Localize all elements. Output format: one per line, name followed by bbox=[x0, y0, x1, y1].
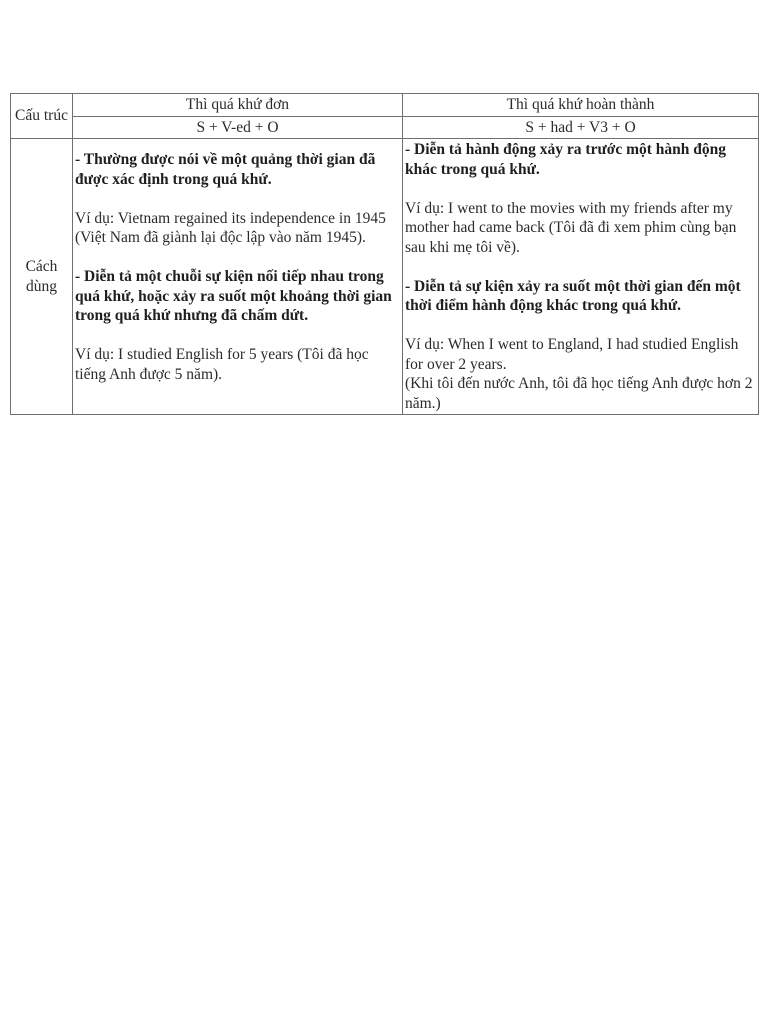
usage-point: - Diễn tả một chuỗi sự kiện nối tiếp nhau trong quá khứ, hoặc xảy ra suốt một khoảng thời gian trong quá khứ nhưng đã chấm dứt. bbox=[75, 268, 392, 324]
grammar-comparison-table bbox=[10, 93, 759, 415]
usage-past-perfect bbox=[403, 139, 759, 415]
table-row bbox=[11, 139, 759, 415]
column-header-past-perfect: Thì quá khứ hoàn thành bbox=[403, 94, 759, 117]
usage-point: - Thường được nói về một quảng thời gian đã được xác định trong quá khứ. bbox=[75, 151, 376, 188]
usage-example: Ví dụ: Vietnam regained its independence in 1945 (Việt Nam đã giành lại độc lập vào năm 1945). bbox=[75, 209, 386, 246]
formula-past-simple: S + V-ed + O bbox=[73, 116, 403, 139]
usage-example: Ví dụ: I went to the movies with my friends after my mother had came back (Tôi đã đi xem phim cùng bạn sau khi mẹ tôi về). bbox=[405, 199, 737, 256]
usage-past-simple bbox=[73, 139, 403, 415]
column-header-past-simple: Thì quá khứ đơn bbox=[73, 94, 403, 117]
usage-point: - Diễn tả sự kiện xảy ra suốt một thời gian đến một thời điểm hành động khác trong quá khứ. bbox=[405, 277, 741, 314]
usage-example: Ví dụ: When I went to England, I had studied English for over 2 years. (Khi tôi đến nước Anh, tôi đã học tiếng Anh được hơn 2 năm.) bbox=[405, 336, 753, 412]
formula-past-perfect: S + had + V3 + O bbox=[403, 116, 759, 139]
table-row bbox=[11, 94, 759, 117]
table-row bbox=[11, 116, 759, 139]
usage-point: - Diễn tả hành động xảy ra trước một hành động khác trong quá khứ. bbox=[405, 141, 727, 178]
row-header-structure: Cấu trúc bbox=[11, 94, 73, 139]
row-header-usage: Cách dùng bbox=[11, 139, 73, 415]
usage-example: Ví dụ: I studied English for 5 years (Tôi đã học tiếng Anh được 5 năm). bbox=[75, 346, 369, 383]
